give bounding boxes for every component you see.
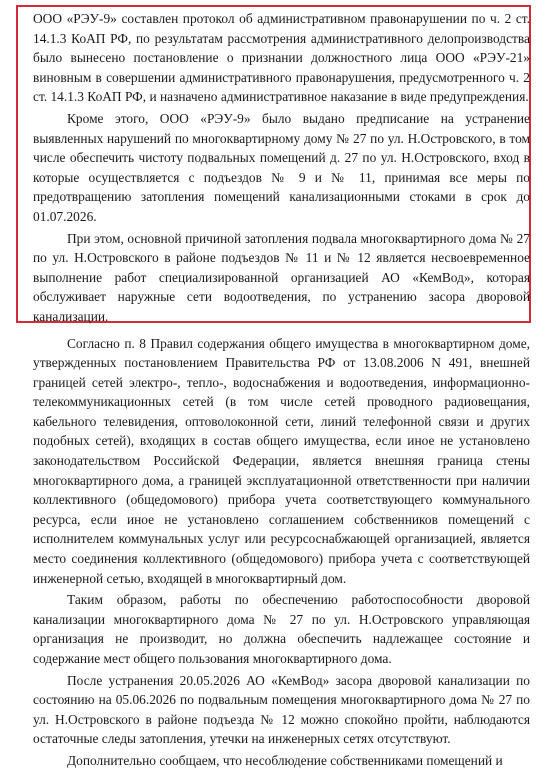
paragraph-protocol: ООО «РЭУ-9» составлен протокол об административном правонарушении по ч. 2 ст. 14.1.3 КоАП РФ, по результатам рассмотрения административного делопроизводства было вынесено постановление о признании должностного лица ООО «РЭУ-21» виновным в совершении административного правонарушения, предусмотренного ч. 2 ст. 14.1.3 КоАП РФ, и назначено административное наказание в виде предупреждения. (33, 11, 530, 105)
paragraph-additional: Дополнительно сообщаем, что несоблюдение собственниками помещений и (67, 752, 503, 768)
document-text (33, 9, 530, 771)
paragraph-cause: При этом, основной причиной затопления подвала многоквартирного дома № 27 по ул. Н.Островского в районе подъездов № 11 и № 12 является несвоевременное выполнение работ специализированной организацией АО «КемВод», которая обслуживает наружные сети водоотведения, по устранению засора дворовой канализации. (33, 230, 530, 324)
paragraph-after-repair: После устранения 20.05.2026 АО «КемВод» засора дворовой канализации по состоянию на 05.06.2026 по подвальным помещения многоквартирного дома № 27 по ул. Н.Островского в районе подъезда № 12 можно спокойно пройти, наблюдаются остаточные следы затопления, утечки на инженерных сетях отсутствуют. (33, 672, 530, 747)
paragraph-order: Кроме этого, ООО «РЭУ-9» было выдано предписание на устранение выявленных нарушений по многоквартирному дому № 27 по ул. Н.Островского, в том числе обеспечить чистоту подвальных помещений д. 27 по ул. Н.Островского, вход в которые осуществляется с подъездов № 9 и № 11, принимая все меры по предотвращению затопления помещений канализационными стоками в срок до 01.07.2026. (33, 110, 530, 224)
paragraph-conclusion: Таким образом, работы по обеспечению работоспособности дворовой канализации многоквартирного дома № 27 по ул. Н.Островского управляющая организация не производит, но должна обеспечить надлежащее состояние и содержание мест общего пользования многоквартирного дома. (33, 592, 530, 666)
paragraph-rules: Согласно п. 8 Правил содержания общего имущества в многоквартирном доме, утвержденных постановлением Правительства РФ от 13.08.2006 N 491, внешней границей сетей электро-, тепло-, водоснабжения и водоотведения, информационно-телекоммуникационных сетей (в том числе сетей проводного радиовещания, кабельного телевидения, оптоволоконной сети, линий телефонной связи и других подобных сетей), входящих в состав общего имущества, если иное не установлено законодательством Российской Федерации, является внешняя граница стены многоквартирного дома, а границей эксплуатационной ответственности при наличии коллективного (общедомового) прибора учета соответствующего коммунального ресурса, если иное не установлено соглашением собственников помещений с исполнителем коммунальных услуг или ресурсоснабжающей организацией, является место соединения коллективного (общедомового) прибора учета с соответствующей инженерной сетью, входящей в многоквартирный дом. (33, 335, 530, 586)
